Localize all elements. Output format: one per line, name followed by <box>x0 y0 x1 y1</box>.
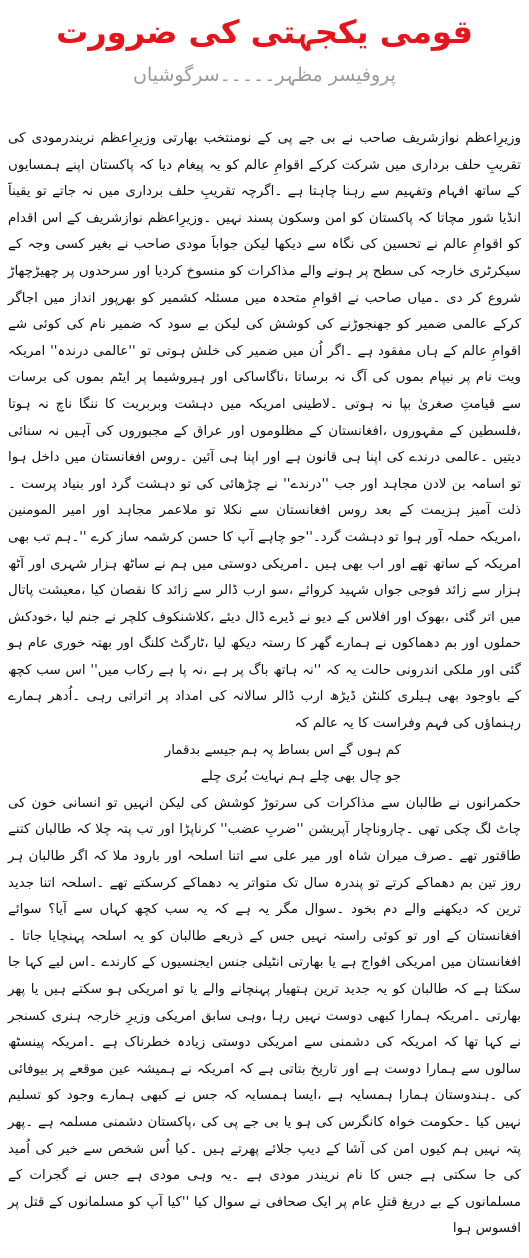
couplet-line-2: جو چال بھی چلے ہم نہایت بُری چلے <box>200 769 401 785</box>
byline: پروفیسر مظہر۔۔۔۔۔سرگوشیاں <box>133 64 396 86</box>
headline: قومی یکجہتی کی ضرورت <box>56 13 473 51</box>
article-body <box>8 126 521 1243</box>
couplet-line-1: کم ہوں گے اس بساط پہ ہم جیسے بدقمار <box>164 742 401 758</box>
article-paragraph-2: حکمرانوں نے طالبان سے مذاکرات کی سرتوڑ کوشش کی لیکن انہیں تو انسانی خون کی چاٹ لگ چکی تھی ۔چاروناچار آپریشن ''ضربِ عضب'' کرناپڑا اور تب پتہ چلا کہ طالبان کتنے طاقتور تھے ۔صرف میران شاہ اور میر علی سے اتنا اسلحہ اور بارود ملا کہ اگر طالبان ہر روز تین بم دھماکے کرتے تو پندرہ سال تک متواتر یہ دھماکے کرسکتے تھے ۔اسلحہ اتنا جدید ترین کہ دیکھنے والے دم بخود ۔سوال مگر یہ ہے کہ یہ سب کچھ کہاں سے آیا؟ سوائے افغانستان کے اور تو کوئی راستہ نہیں جس کے ذریعے طالبان کو یہ اسلحہ پہنچایا جاتا ۔افغانستان میں امریکی افواج ہے یا بھارتی انٹیلی جنس ایجنسیوں کے کارندے ۔اس لیے کہا جا سکتا ہے کہ طالبان کو یہ جدید ترین ہتھیار پہنچانے والے یا تو امریکی ہو سکتے ہیں یا پھر بھارتی ۔امریکہ ہمارا کبھی دوست نہیں رہا ،وہی سابق امریکی وزیرِ خارجہ ہنری کسنجر نے کہا تھا کہ امریکہ کی دشمنی سے امریکی دوستی زیادہ خطرناک ہے ۔امریکہ پینسٹھ سالوں سے ہمارا دوست ہے اور تاریخ بتاتی ہے کہ امریکہ نے ہمیشہ عین موقعے پر بیوفائی کی ۔ہندوستان ہمارا ہمسایہ ہے ،ایسا ہمسایہ کہ جس نے کبھی ہمارے وجود کو تسلیم نہیں کیا ۔حکومت خواہ کانگرس کی ہو یا بی جے پی کی ،پاکستان دشمنی مسلمہ ہے ۔پھر پتہ نہیں ہم کیوں امن کی آشا کے دیپ جلائے پھرتے ہیں ۔کیا اُس شخص سے خیر کی اُمید کی جا سکتی ہے جس کا نام نریندر مودی ہے ۔یہ وہی مودی ہے جس نے گجرات کے مسلمانوں کے بے دریغ قتلِ عام پر ایک صحافی نے سوال کیا ''کیا آپ کو مسلمانوں کے قتل پر افسوس ہوا <box>8 795 521 1237</box>
article-paragraph-1: وزیرِاعظم نوازشریف صاحب نے بی جے پی کے نومنتخب بھارتی وزیرِاعظم نریندرمودی کی تقریبِ حلف برداری میں شرکت کرکے اقوامِ عالم کو یہ پیغام دیا کہ پاکستان اپنے ہمسایوں کے ساتھ افہام وتفہیم سے رہنا چاہتا ہے ۔اگرچہ تقریبِ حلف برداری میں نہ جاتے تو یقیناََ انڈیا شور مچاتا کہ پاکستان کو امن وسکون پسند نہیں ۔وزیرِاعظم نوازشریف کے اس اقدام کو اقوامِ عالم نے تحسین کی نگاہ سے دیکھا لیکن جواباََ مودی صاحب نے بغیر کسی وجہ کے سیکرٹری خارجہ کی سطح پر ہونے والے مذاکرات کو منسوخ کردیا اور سرحدوں پر چھیڑچھاڑ شروع کر دی ۔میاں صاحب نے اقوامِ متحدہ میں مسئلہ کشمیر کو بھرپور انداز میں اجاگر کرکے عالمی ضمیر کو جھنجوڑنے کی کوشش کی لیکن بے سود کہ ضمیر نام کی کوئی شے اقوامِ عالم کے ہاں مفقود ہے ۔اگر اُن میں ضمیر کی خلش ہوتی تو ''عالمی درندہ'' امریکہ ویت نام پر نیپام بموں کی آگ نہ برساتا ،ناگاساکی اور ہیروشیما پر ایٹم بموں کی برسات سے قیامتِ صغریٰ بپا نہ ہوتی ۔لاطینی امریکہ میں دہشت وبربریت کا ننگا ناچ نہ ہوتا ،فلسطین کے مقہوروں ،افغانستان کے مظلوموں اور عراق کے مجبوروں کی آہیں نہ سنائی دیتیں ۔عالمی درندے کی اپنا ہی قانون ہے اور اپنا ہی آئین ۔روس افغانستان میں داخل ہوا تو اسامہ بن لادن مجاہد اور جب ''درندے'' نے چڑھائی کی تو دہشت گرد اور بنیاد پرست ۔ذلت آمیز ہزیمت کے بعد روس افغانستان سے نکلا تو ملاعمر مجاہد اور امیر المومنین ،امریکہ حملہ آور ہوا تو دہشت گرد۔''جو چاہے آپ کا حسن کرشمہ ساز کرے ''۔ہم تب بھی امریکہ کے ساتھ تھے اور اب بھی ہیں ۔امریکی دوستی میں ہم نے ساٹھ ہزار شہری اور آٹھ ہزار سے زائد فوجی جواں شہید کروائے ،سو ارب ڈالر سے زائد کا نقصان کیا ،معیشت پاتال میں اتر گئی ،بھوک اور افلاس کے دیو نے ڈیرے ڈال دیئے ،کلاشنکوف کلچر نے جنم لیا ،خودکش حملوں اور بم دھماکوں نے ہمارے گھر کا رستہ دیکھ لیا ،ٹارگٹ کلنگ اور بھتہ خوری عام ہو گئی اور ملکی اندرونی حالت یہ کہ ''نہ ہاتھ باگ پر ہے ،نہ پا ہے رکاب میں'' اس سب کچھ کے باوجود بھی ہیلری کلنٹن ڈیڑھ ارب ڈالر سالانہ کی امداد پر اتراتی رہی ۔اُدھر ہمارے رہنماؤں کی فہم وفراست کا یہ عالم کہ <box>8 131 521 732</box>
